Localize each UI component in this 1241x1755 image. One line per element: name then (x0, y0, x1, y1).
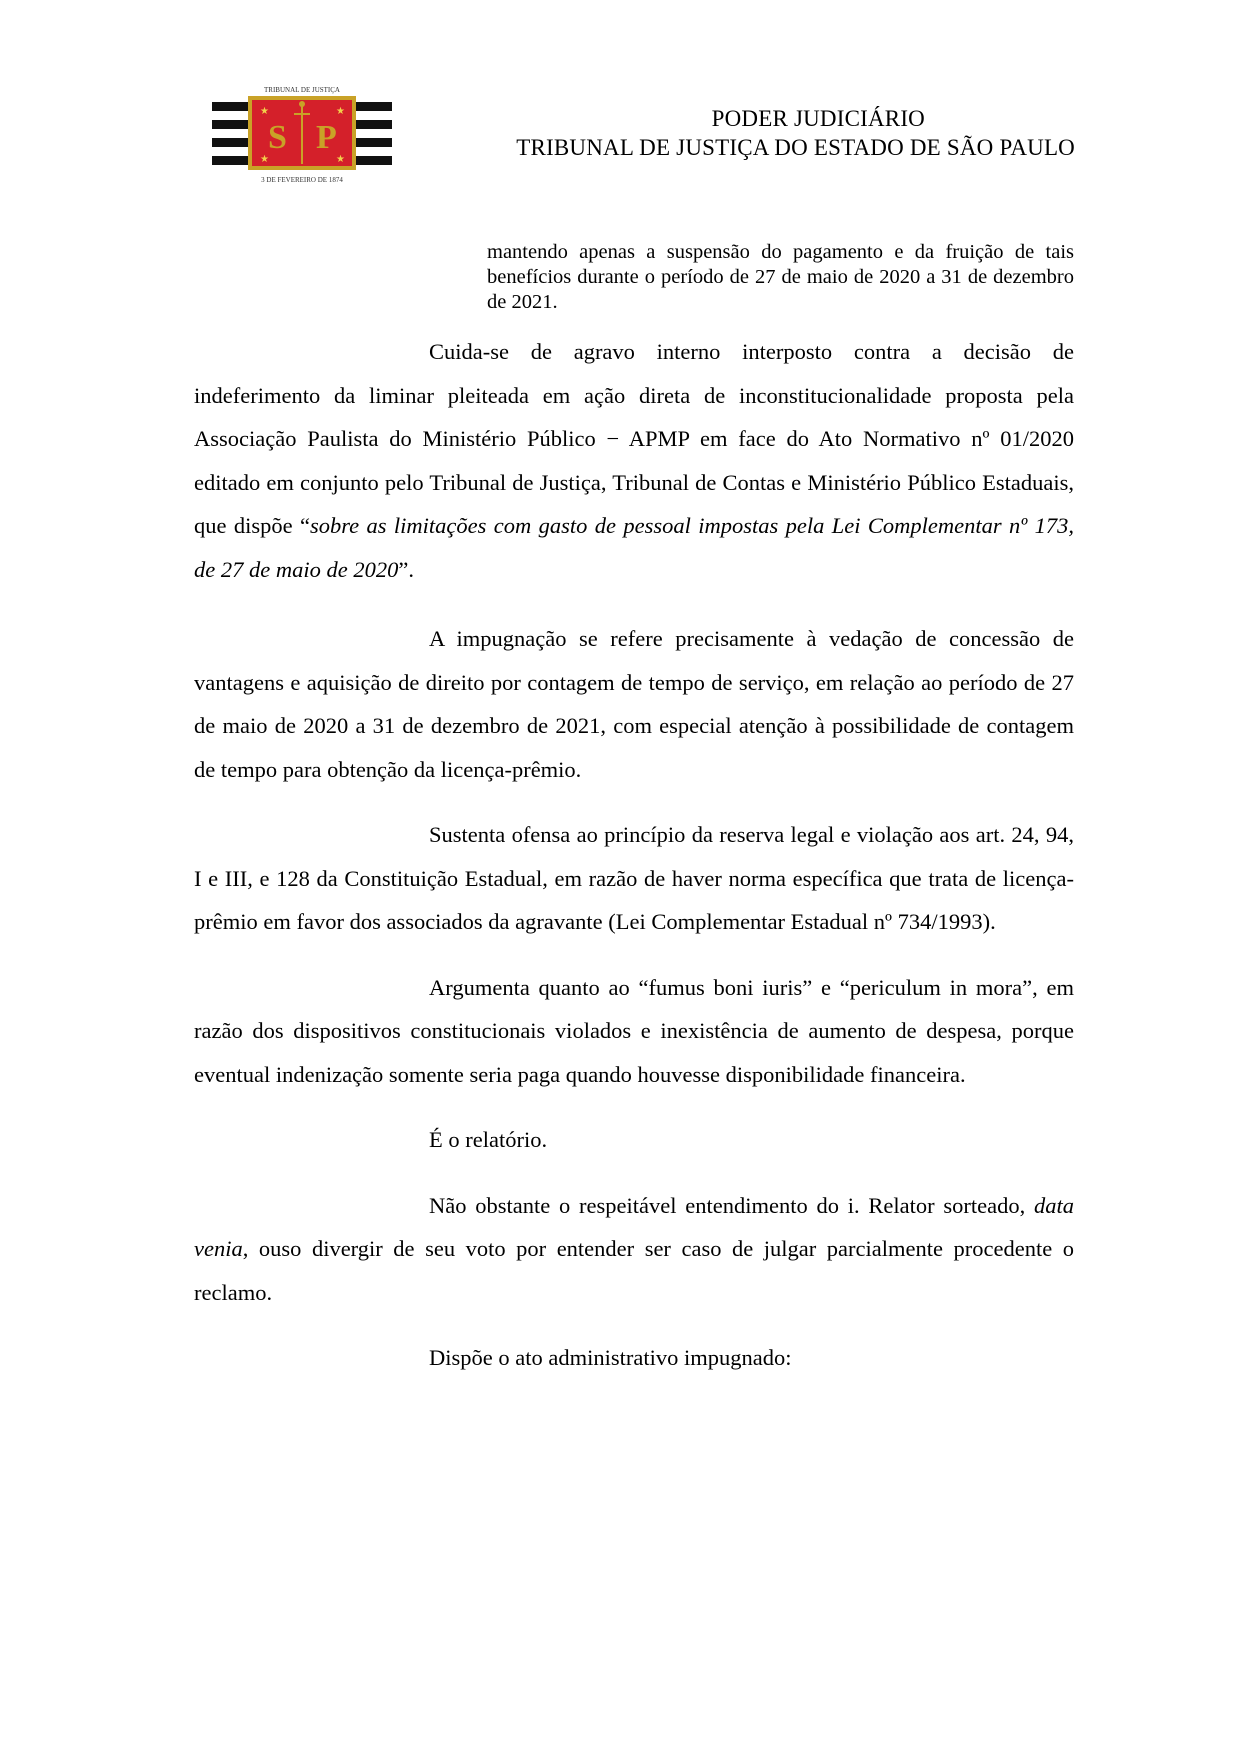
paragraph-3: Sustenta ofensa ao princípio da reserva legal e violação aos art. 24, 94, I e III, e 128 da Constituição Estadual, em razão de haver norma específica que trata de licença-prêmio em favor dos associados da agravante (Lei Complementar Estadual nº 734/1993). (194, 822, 1074, 934)
paragraph-2: A impugnação se refere precisamente à vedação de concessão de vantagens e aquisição de direito por contagem de tempo de serviço, em relação ao período de 27 de maio de 2020 a 31 de dezembro de 2021, com especial atenção à possibilidade de contagem de tempo para obtenção da licença-prêmio. (194, 626, 1074, 782)
paragraph-1-italic: sobre as limitações com gasto de pessoal impostas pela Lei Complementar nº 173, de 27 de maio de 2020 (194, 513, 1074, 582)
logo-letter-right: P (316, 119, 337, 156)
paragraph-1-intro: Cuida-se de agravo interno interposto contra a decisão de indeferimento da liminar pleiteada em ação direta de inconstitucionalidade proposta pela Associação Paulista do Ministério Público − APMP em face do Ato Normativo nº 01/2020 editado em conjunto pelo Tribunal de Justiça, Tribunal de Contas e Ministério Público Estaduais, que dispõe “ (194, 339, 1074, 538)
logo-letter-left: S (268, 119, 287, 156)
svg-text:★: ★ (260, 154, 269, 165)
paragraph-6-intro: Não obstante o respeitável entendimento do i. Relator sorteado, (429, 1192, 1034, 1218)
svg-text:★: ★ (336, 154, 345, 165)
paragraph-1 (194, 330, 1074, 591)
paragraph-7: Dispõe o ato administrativo impugnado: (429, 1345, 792, 1370)
paragraph-6-end: , ouso divergir de seu voto por entender ser caso de julgar parcialmente procedente o reclamo. (194, 1236, 1074, 1305)
logo-top-text: TRIBUNAL DE JUSTIÇA (264, 86, 340, 94)
document-header (430, 104, 1075, 162)
paragraph-6 (194, 1184, 1074, 1315)
paragraph-1-end: ”. (398, 556, 414, 582)
court-seal-icon (210, 84, 394, 188)
header-line-2: TRIBUNAL DE JUSTIÇA DO ESTADO DE SÃO PAULO (516, 135, 1075, 160)
quoted-text: mantendo apenas a suspensão do pagamento e da fruição de tais benefícios durante o período de 27 de maio de 2020 a 31 de dezembro de 2021. (487, 241, 1074, 313)
logo-bottom-text: 3 DE FEVEREIRO DE 1874 (261, 176, 343, 184)
paragraph-5: É o relatório. (429, 1127, 548, 1152)
header-line-1: PODER JUDICIÁRIO (711, 106, 925, 131)
paragraph-6-italic: data venia (194, 1192, 1074, 1261)
court-logo (210, 84, 394, 188)
document-body (194, 330, 1074, 1380)
svg-text:★: ★ (260, 106, 269, 117)
paragraph-4: Argumenta quanto ao “fumus boni iuris” e “periculum in mora”, em razão dos dispositivos constitucionais violados e inexistência de aumento de despesa, porque eventual indenização somente seria paga quando houvesse disponibilidade financeira. (194, 974, 1074, 1087)
svg-text:★: ★ (336, 106, 345, 117)
